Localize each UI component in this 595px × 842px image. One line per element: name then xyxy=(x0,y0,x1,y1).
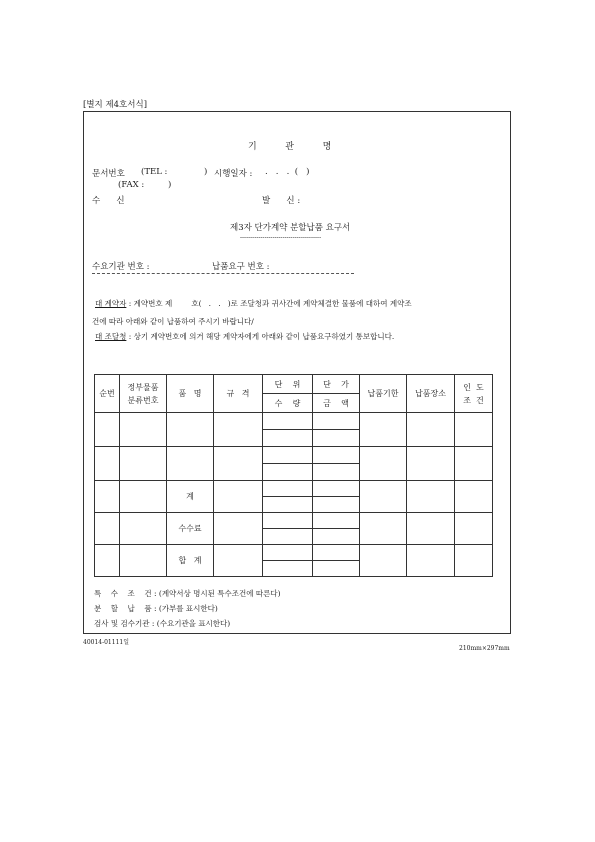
cell-delivery xyxy=(455,513,493,545)
cell-unit xyxy=(263,413,313,430)
header-seq: 순번 xyxy=(95,375,120,413)
header-delivery-line1: 인 도 xyxy=(463,382,484,392)
cell-seq xyxy=(95,447,120,481)
cell-unit xyxy=(263,513,313,529)
header-spec: 규 격 xyxy=(214,375,263,413)
cell-unit xyxy=(263,481,313,497)
cell-spec xyxy=(214,545,263,577)
cell-delivery xyxy=(455,413,493,447)
header-amount: 금 액 xyxy=(313,394,360,413)
header-class-no xyxy=(120,375,167,413)
paper-size: 210mm×297mm xyxy=(459,645,510,652)
cell-class-no xyxy=(120,413,167,447)
special-conditions-value: : (계약서상 명시된 특수조건에 따른다) xyxy=(151,589,281,598)
cell-seq xyxy=(95,413,120,447)
special-conditions xyxy=(94,588,281,599)
procurement-text: : 상기 계약번호에 의거 해당 계약자에게 아래와 같이 납품요구하였기 통보합니다. xyxy=(126,332,395,341)
cell-quantity xyxy=(263,529,313,545)
contractor-line1: : 계약번호 제 호( . . )로 조달청과 귀사간에 계약체결한 물품에 대하여 계약조 xyxy=(126,299,412,308)
header-item-name: 품 명 xyxy=(167,375,214,413)
cell-delivery xyxy=(455,545,493,577)
fee-label: 수수료 xyxy=(167,513,214,545)
cell-item-name xyxy=(167,413,214,447)
cell-quantity xyxy=(263,561,313,577)
cell-quantity xyxy=(263,430,313,447)
contractor-line2: 건에 따라 아래와 같이 납품하여 주시기 바랍니다/ xyxy=(92,317,254,326)
cell-place xyxy=(407,545,455,577)
cell-place xyxy=(407,447,455,481)
subtotal-label: 계 xyxy=(167,481,214,513)
dashed-divider xyxy=(92,273,354,274)
cell-spec xyxy=(214,447,263,481)
cell-unit-price xyxy=(313,413,360,430)
fax-close: ) xyxy=(168,180,172,190)
cell-seq xyxy=(95,513,120,545)
cell-due xyxy=(360,447,407,481)
header-unit-price: 단 가 xyxy=(313,375,360,394)
sender-label: 발 신 : xyxy=(262,196,301,206)
issue-date-label: 시행일자 : xyxy=(214,169,253,179)
paragraph-contractor xyxy=(95,298,412,309)
cell-class-no xyxy=(120,447,167,481)
cell-seq xyxy=(95,481,120,513)
cell-delivery xyxy=(455,481,493,513)
issue-date-value: . . . ( ) xyxy=(265,167,310,177)
form-number-label: [별지 제4호서식] xyxy=(83,100,148,110)
fee-row xyxy=(95,513,493,529)
header-unit: 단 위 xyxy=(263,375,313,394)
header-place: 납품장소 xyxy=(407,375,455,413)
cell-due xyxy=(360,545,407,577)
cell-unit xyxy=(263,447,313,464)
cell-spec xyxy=(214,481,263,513)
cell-delivery xyxy=(455,447,493,481)
cell-amount xyxy=(313,561,360,577)
tel-label: (TEL : xyxy=(141,167,168,177)
paragraph-procurement xyxy=(95,331,394,342)
document-title: 제3자 단가계약 분할납품 요구서 xyxy=(230,223,351,233)
total-row xyxy=(95,545,493,561)
total-label: 합 계 xyxy=(167,545,214,577)
split-delivery xyxy=(94,603,218,614)
cell-item-name xyxy=(167,447,214,481)
inspection-agency-value: : (수요기관을 표시한다) xyxy=(149,619,231,628)
delivery-items-table xyxy=(94,374,493,577)
tel-close: ) xyxy=(204,167,208,177)
cell-due xyxy=(360,481,407,513)
cell-unit-price xyxy=(313,545,360,561)
cell-place xyxy=(407,513,455,545)
header-due: 납품기한 xyxy=(360,375,407,413)
cell-seq xyxy=(95,545,120,577)
cell-unit-price xyxy=(313,447,360,464)
header-delivery-terms xyxy=(455,375,493,413)
cell-spec xyxy=(214,413,263,447)
document-title-rule: ---------------------------------------- xyxy=(240,234,322,241)
delivery-request-number-label: 납품요구 번호 : xyxy=(212,262,270,272)
special-conditions-label: 특 수 조 건 xyxy=(94,589,152,598)
cell-class-no xyxy=(120,513,167,545)
cell-due xyxy=(360,413,407,447)
cell-place xyxy=(407,481,455,513)
header-class-no-line1: 정부물품 xyxy=(127,382,159,392)
procurement-lead: 대 조달청 xyxy=(95,332,127,341)
cell-unit xyxy=(263,545,313,561)
cell-unit-price xyxy=(313,513,360,529)
split-delivery-label: 분 할 납 품 xyxy=(94,604,152,613)
organization-title: 기 관 명 xyxy=(248,142,332,152)
inspection-agency-label: 검사 및 검수기관 xyxy=(94,619,150,628)
split-delivery-value: : (가부를 표시한다) xyxy=(151,604,218,613)
cell-class-no xyxy=(120,481,167,513)
header-quantity: 수 량 xyxy=(263,394,313,413)
cell-amount xyxy=(313,529,360,545)
cell-amount xyxy=(313,497,360,513)
form-code: 40014-01111일 xyxy=(83,639,129,646)
cell-quantity xyxy=(263,497,313,513)
cell-amount xyxy=(313,430,360,447)
header-delivery-line2: 조 건 xyxy=(463,395,484,405)
fax-label: (FAX : xyxy=(118,180,145,190)
subtotal-row xyxy=(95,481,493,497)
doc-number-label: 문서번호 xyxy=(92,169,125,179)
cell-quantity xyxy=(263,464,313,481)
cell-place xyxy=(407,413,455,447)
contractor-lead: 대 계약자 xyxy=(95,299,127,308)
header-class-no-line2: 분류번호 xyxy=(127,395,159,405)
inspection-agency xyxy=(94,618,230,629)
demand-org-number-label: 수요기관 번호 : xyxy=(92,262,150,272)
table-row xyxy=(95,413,493,430)
cell-unit-price xyxy=(313,481,360,497)
cell-spec xyxy=(214,513,263,545)
cell-due xyxy=(360,513,407,545)
recipient-label: 수 신 xyxy=(92,196,125,206)
cell-amount xyxy=(313,464,360,481)
table-row xyxy=(95,447,493,464)
cell-class-no xyxy=(120,545,167,577)
